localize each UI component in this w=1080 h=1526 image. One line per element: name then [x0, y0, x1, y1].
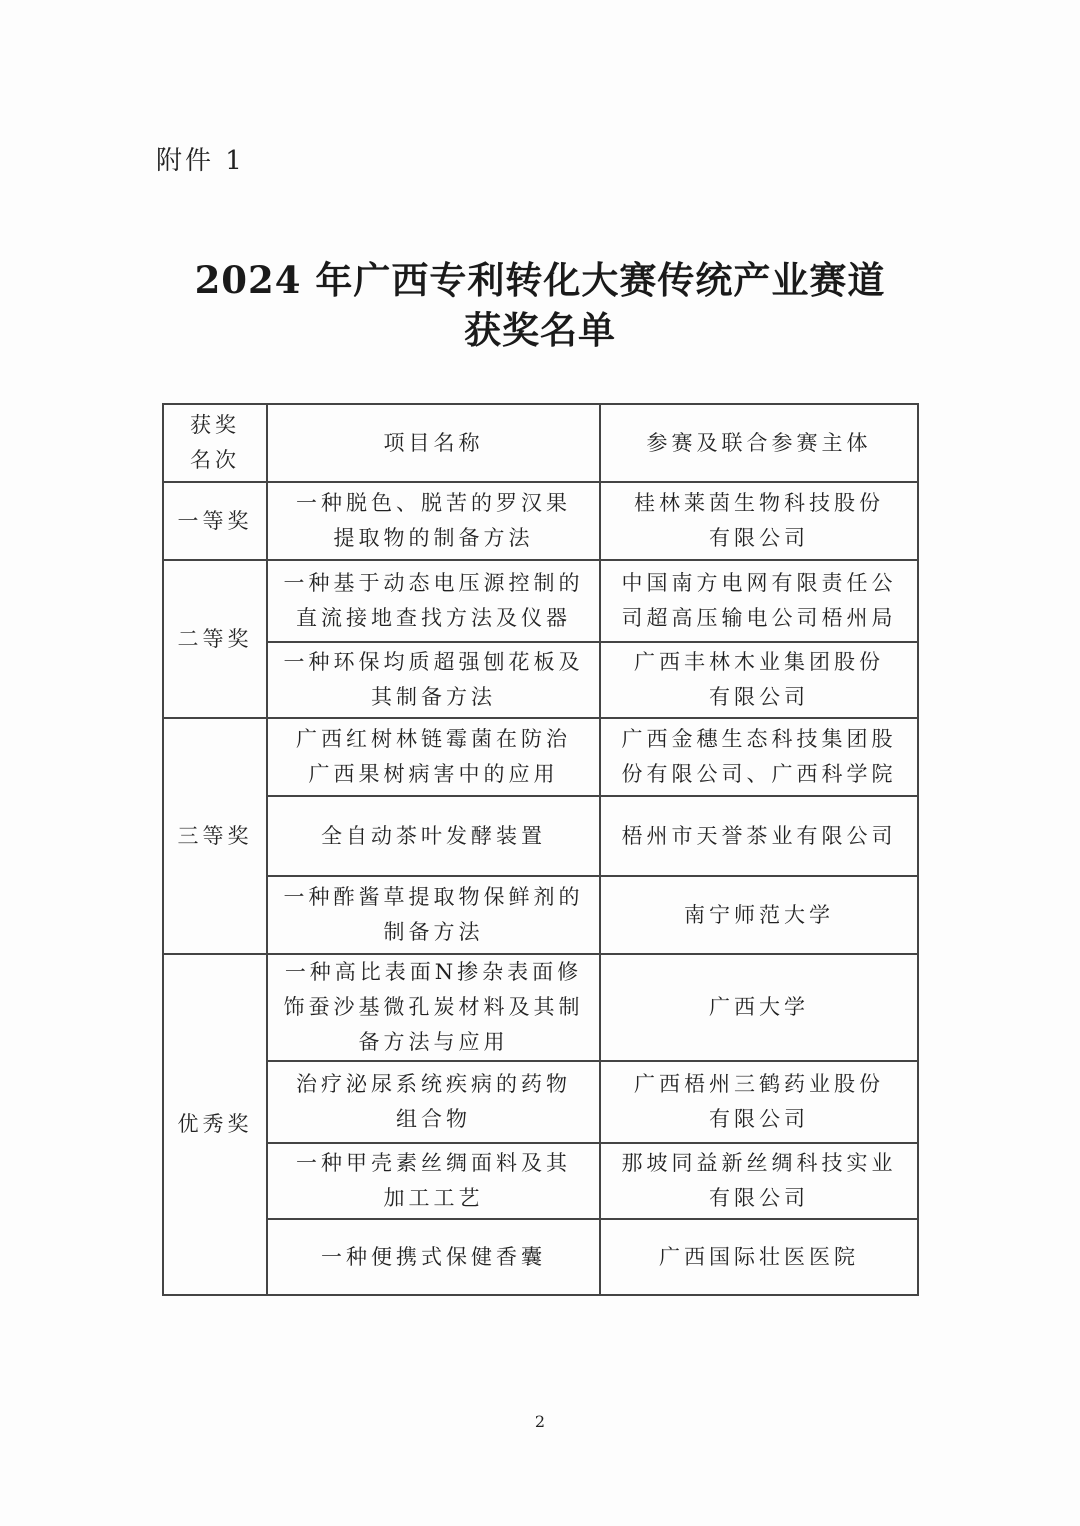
- attachment-label: 附件 1: [156, 146, 245, 176]
- header-project: 项目名称: [267, 404, 600, 482]
- table-row: [163, 954, 918, 1061]
- project-cell: 全自动茶叶发酵装置: [267, 796, 600, 876]
- project-cell: 一种基于动态电压源控制的 直流接地查找方法及仪器: [267, 560, 600, 642]
- header-rank: 获奖 名次: [163, 404, 267, 482]
- document-title-line2: 获奖名单: [464, 308, 616, 352]
- project-cell: 治疗泌尿系统疾病的药物 组合物: [267, 1061, 600, 1143]
- table-row: [163, 1061, 918, 1143]
- award-group-third: 三等奖: [163, 718, 267, 954]
- entity-cell: 中国南方电网有限责任公 司超高压输电公司梧州局: [600, 560, 918, 642]
- project-cell: 一种高比表面N掺杂表面修 饰蚕沙基微孔炭材料及其制 备方法与应用: [267, 954, 600, 1061]
- entity-cell: 广西丰林木业集团股份 有限公司: [600, 642, 918, 718]
- entity-cell: 梧州市天誉茶业有限公司: [600, 796, 918, 876]
- entity-cell: 南宁师范大学: [600, 876, 918, 954]
- award-group-excellent: 优秀奖: [163, 954, 267, 1295]
- awards-table: [162, 403, 919, 1296]
- project-cell: 一种便携式保健香囊: [267, 1219, 600, 1295]
- award-group-first: 一等奖: [163, 482, 267, 560]
- entity-cell: 广西国际壮医医院: [600, 1219, 918, 1295]
- project-cell: 一种脱色、脱苦的罗汉果 提取物的制备方法: [267, 482, 600, 560]
- entity-cell: 广西大学: [600, 954, 918, 1061]
- table-row: [163, 560, 918, 642]
- header-entity: 参赛及联合参赛主体: [600, 404, 918, 482]
- entity-cell: 广西金穗生态科技集团股 份有限公司、广西科学院: [600, 718, 918, 796]
- table-row: [163, 642, 918, 718]
- document-title-line1: 2024 年广西专利转化大赛传统产业赛道: [194, 258, 886, 302]
- table-row: [163, 1143, 918, 1219]
- entity-cell: 那坡同益新丝绸科技实业 有限公司: [600, 1143, 918, 1219]
- entity-cell: 桂林莱茵生物科技股份 有限公司: [600, 482, 918, 560]
- table-row: [163, 718, 918, 796]
- table-row: [163, 1219, 918, 1295]
- table-row: [163, 876, 918, 954]
- award-group-second: 二等奖: [163, 560, 267, 718]
- table-row: [163, 796, 918, 876]
- table-row: [163, 482, 918, 560]
- project-cell: 一种甲壳素丝绸面料及其 加工工艺: [267, 1143, 600, 1219]
- project-cell: 一种环保均质超强刨花板及 其制备方法: [267, 642, 600, 718]
- entity-cell: 广西梧州三鹤药业股份 有限公司: [600, 1061, 918, 1143]
- page-number: 2: [534, 1412, 546, 1431]
- project-cell: 一种酢酱草提取物保鲜剂的 制备方法: [267, 876, 600, 954]
- project-cell: 广西红树林链霉菌在防治 广西果树病害中的应用: [267, 718, 600, 796]
- table-header-row: [163, 404, 918, 482]
